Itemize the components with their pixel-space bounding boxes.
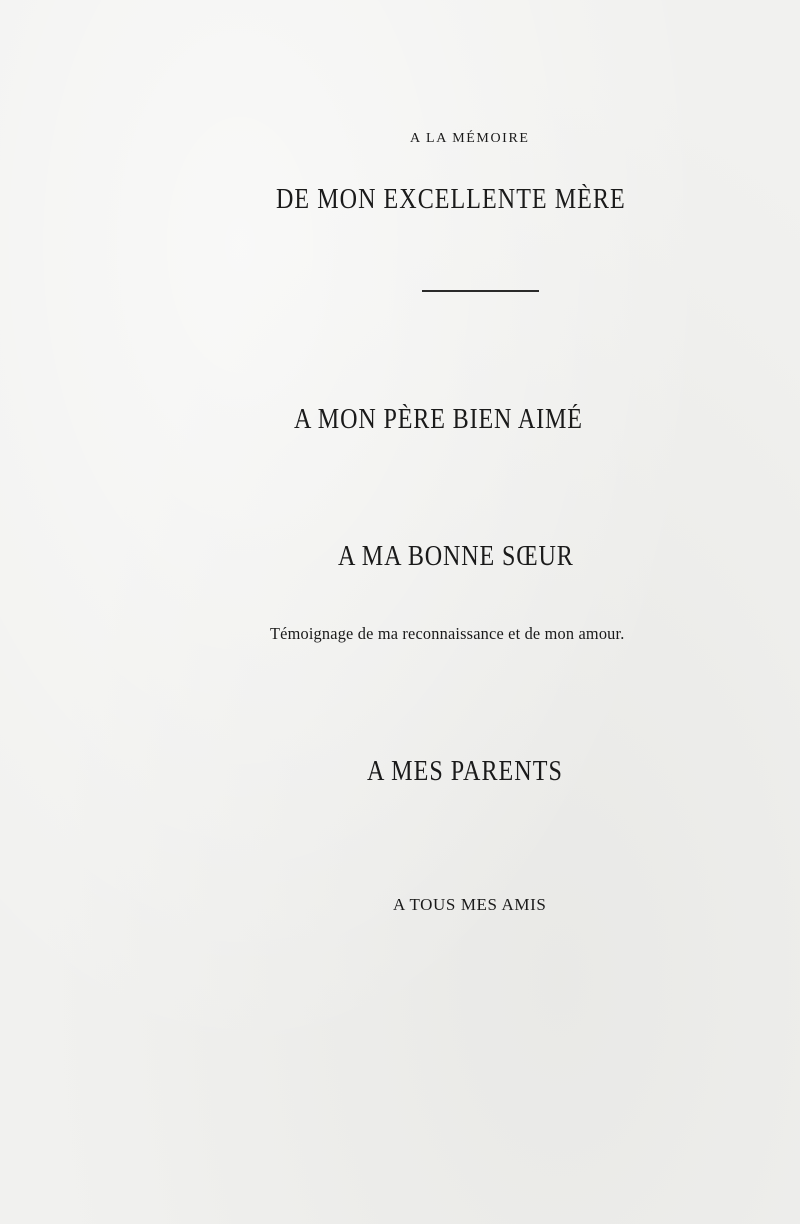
gratitude-line: Témoignage de ma reconnaissance et de mon amour. xyxy=(270,624,625,643)
memory-heading: A LA MÉMOIRE xyxy=(410,131,530,146)
father-dedication: A MON PÈRE BIEN AIMÉ xyxy=(294,404,583,435)
sister-dedication: A MA BONNE SŒUR xyxy=(338,541,574,572)
divider-rule xyxy=(422,290,539,292)
parents-dedication: A MES PARENTS xyxy=(367,756,563,787)
mother-dedication: DE MON EXCELLENTE MÈRE xyxy=(276,184,626,215)
friends-dedication: A TOUS MES AMIS xyxy=(393,895,547,914)
